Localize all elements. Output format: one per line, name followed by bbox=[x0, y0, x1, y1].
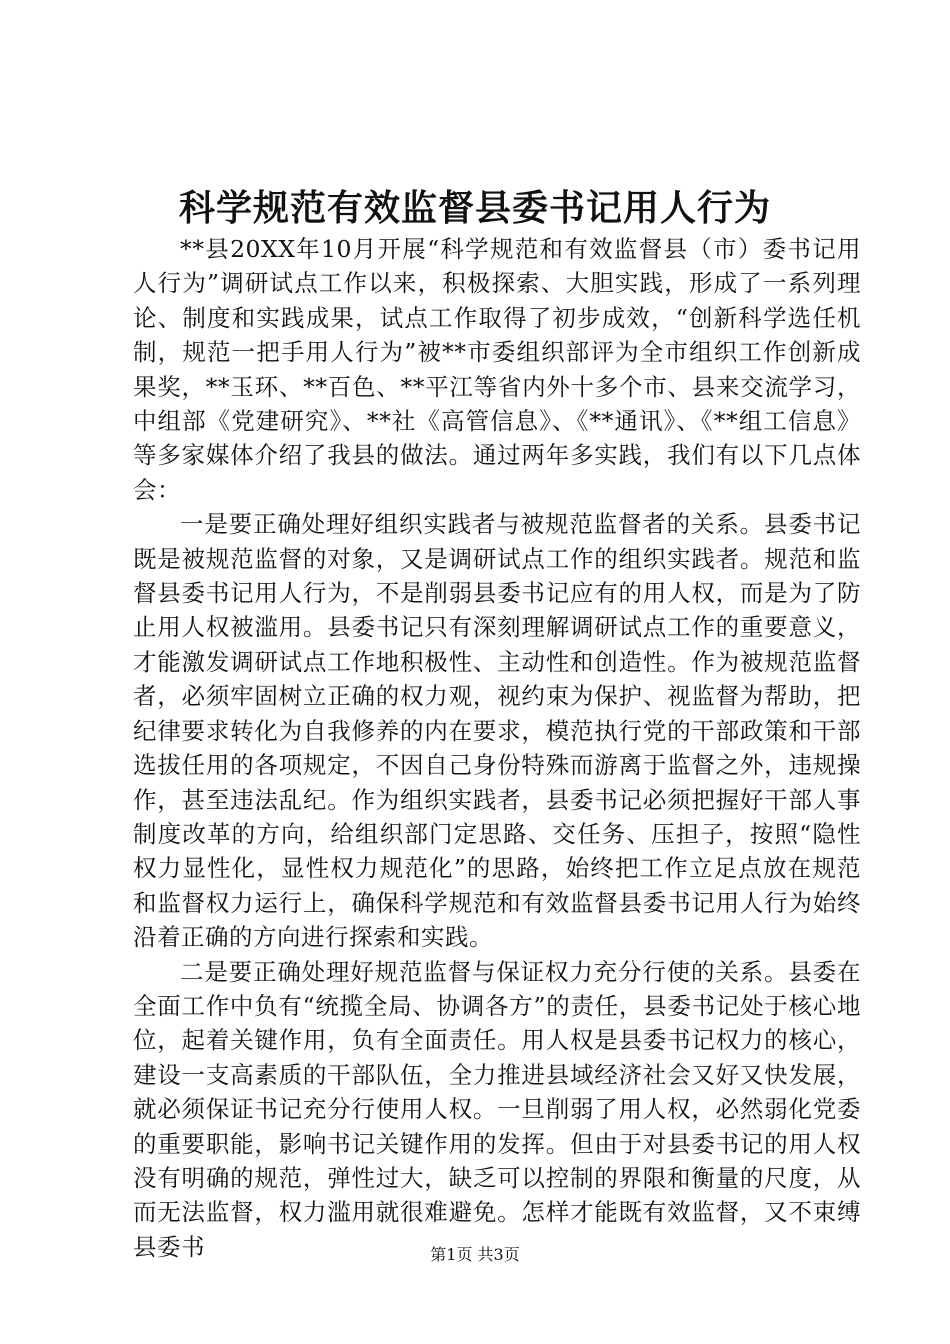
paragraph-point-one: 一是要正确处理好组织实践者与被规范监督者的关系。县委书记既是被规范监督的对象，又是调研试点工作的组织实践者。规范和监督县委书记用人行为，不是削弱县委书记应有的用人权，而是为了防止用人权被滥用。县委书记只有深刻理解调研试点工作的重要意义，才能激发调研试点工作地积极性、主动性和创造性。作为被规范监督者，必须牢固树立正确的权力观，视约束为保护、视监督为帮助，把纪律要求转化为自我修养的内在要求，模范执行党的干部政策和干部选拔任用的各项规定，不因自己身份特殊而游离于监督之外，违规操作，甚至违法乱纪。作为组织实践者，县委书记必须把握好干部人事制度改革的方向，给组织部门定思路、交任务、压担子，按照“隐性权力显性化，显性权力规范化”的思路，始终把工作立足点放在规范和监督权力运行上，确保科学规范和有效监督县委书记用人行为始终沿着正确的方向进行探索和实践。 bbox=[133, 510, 861, 952]
document-title: 科学规范有效监督县委书记用人行为 bbox=[178, 187, 771, 229]
paragraph-intro: **县20XX年10月开展“科学规范和有效监督县（市）委书记用人行为”调研试点工作以来，积极探索、大胆实践，形成了一系列理论、制度和实践成果，试点工作取得了初步成效，“创新科学选任机制，规范一把手用人行为”被**市委组织部评为全市组织工作创新成果奖，**玉环、**百色、**平江等省内外十多个市、县来交流学习，中组部《党建研究》、**社《高管信息》、《**通讯》、《**组工信息》等多家媒体介绍了我县的做法。通过两年多实践，我们有以下几点体会： bbox=[133, 235, 861, 504]
paragraph-point-two: 二是要正确处理好规范监督与保证权力充分行使的关系。县委在全面工作中负有“统揽全局、协调各方”的责任，县委书记处于核心地位，起着关键作用，负有全面责任。用人权是县委书记权力的核心，建设一支高素质的干部队伍，全力推进县域经济社会又好又快发展，就必须保证书记充分行使用人权。一旦削弱了用人权，必然弱化党委的重要职能，影响书记关键作用的发挥。但由于对县委书记的用人权没有明确的规范，弹性过大，缺乏可以控制的界限和衡量的尺度，从而无法监督，权力滥用就很难避免。怎样才能既有效监督，又不束缚县委书 bbox=[133, 957, 861, 1261]
page-number-footer: 第1页 共3页 bbox=[430, 1245, 520, 1264]
document-body bbox=[133, 232, 861, 1264]
